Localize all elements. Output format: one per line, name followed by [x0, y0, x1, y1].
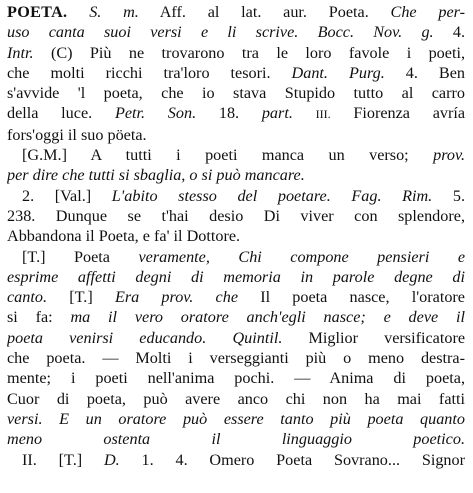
entry-line-17: poeta venirsi educando. Quintil. Miglior versificatore [7, 328, 465, 347]
headword: POETA. [7, 3, 68, 21]
entry-line-1: POETA. S. m. Aff. al lat. aur. Poeta. Che per- [7, 3, 465, 21]
entry-line-18: che poeta. — Molti i verseggianti più o meno destra- [7, 349, 465, 368]
entry-line-20: Cuor di poeta, può avere anco chi non ha mai fatti [7, 389, 465, 408]
entry-line-14: esprime affetti degni di memoria in parole degne di [7, 267, 465, 286]
entry-line-21: versi. E un oratore può essere tanto più poeta quanto [7, 409, 465, 428]
entry-line-12: Abbandona il Poeta, e fa' il Dottore. [7, 227, 241, 246]
entry-line-11: 238. Dunque se t'hai desio Di viver con splendore, [7, 206, 465, 225]
entry-line-2: uso canta suoi versi e li scrive. Bocc. Nov. g. 4. [7, 23, 465, 42]
entry-line-9: per dire che tutti si sbaglia, o si può mancare. [7, 166, 305, 185]
entry-line-6: della luce. Petr. Son. 18. part. III. Fiorenza avría [7, 104, 465, 123]
entry-line-15: canto. [T.] Era prov. che Il poeta nasce, l'oratore [7, 288, 465, 307]
grammar-label: S. m. [89, 3, 139, 21]
entry-line-10: 2. [Val.] L'abito stesso del poetare. Fag. Rim. 5. [22, 186, 465, 205]
entry-line-22: meno ostenta il linguaggio poetico. [7, 430, 465, 449]
entry-line-19: mente; i poeti nell'anima pochi. — Anima di poeta, [7, 369, 465, 388]
entry-line-8: [G.M.] A tutti i poeti manca un verso; prov. [22, 146, 465, 165]
entry-line-24: II. [T.] D. 1. 4. Omero Poeta Sovrano... Signor [22, 450, 465, 469]
entry-line-3: Intr. (C) Più ne trovarono tra le loro favole i poeti, [7, 43, 465, 62]
entry-line-5: s'avvide 'l poeta, che io stava Stupido tutto al carro [7, 84, 465, 103]
entry-line-4: che molti ricchi tra'loro tesori. Dant. Purg. 4. Ben [7, 63, 465, 82]
entry-line-13: [T.] Poeta veramente, Chi compone pensieri e [22, 247, 465, 266]
entry-line-16: si fa: ma il vero oratore anch'egli nasce; e deve il [7, 308, 465, 327]
entry-line-7: fors'oggi il suo pöeta. [7, 125, 147, 144]
